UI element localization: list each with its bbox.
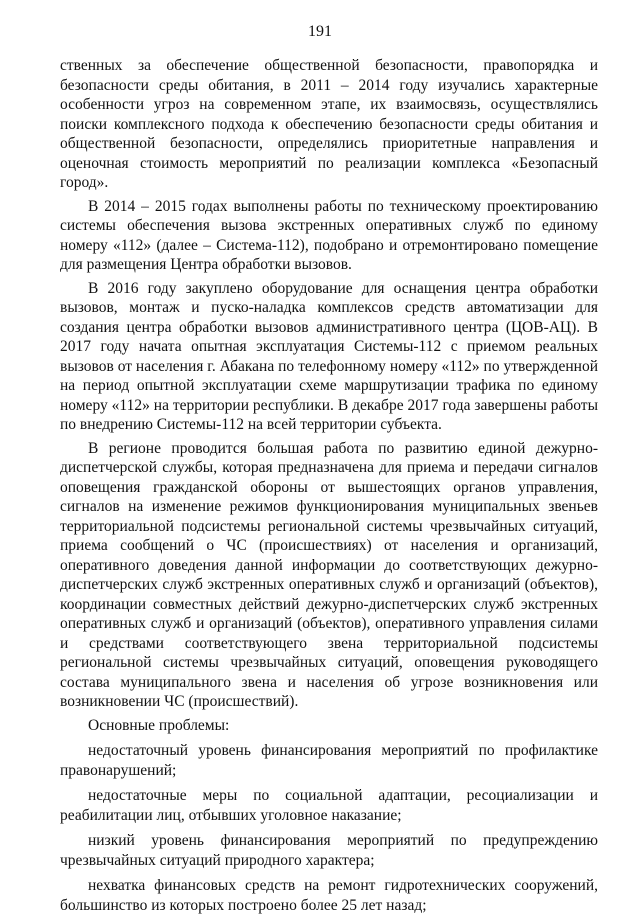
problems-heading: Основные проблемы: [88,716,230,734]
page-number: 191 [308,23,332,40]
paragraph: В 2014 – 2015 годах выполнены работы по техническому проектированию системы обеспечения вызова экстренных оперативных служб по единому номеру «112» (далее – Система-112), подобрано и отремонтировано помещение для размещения Центра обработки вызовов. [60,197,598,273]
document-body [60,56,598,915]
problem-item: нехватка финансовых средств на ремонт гидротехнических сооружений, большинство из которых построено более 25 лет назад; [60,877,598,914]
paragraph: В 2016 году закуплено оборудование для оснащения центра обработки вызовов, монтаж и пуско-наладка комплексов средств автоматизации для создания центра обработки вызовов административного центра (ЦОВ-АЦ). В 2017 году начата опытная эксплуатация Системы-112 с приемом реальных вызовов от населения г. Абакана по телефонному номеру «112» по утвержденной на период опытной эксплуатации схеме маршрутизации трафика по единому номеру «112» на территории республики. В декабре 2017 года завершены работы по внедрению Системы-112 на всей территории субъекта. [60,279,598,433]
problem-item: недостаточный уровень финансирования мероприятий по профилактике правонарушений; [60,742,598,779]
paragraph: ственных за обеспечение общественной безопасности, правопорядка и безопасности среды обитания, в 2011 – 2014 году изучались характерные особенности угроз на современном этапе, их взаимосвязь, осуществлялись поиски комплексного подхода к обеспечению безопасности среды обитания и общественной безопасности, определялись приоритетные направления и оценочная стоимость мероприятий по реализации комплекса «Безопасный город». [60,57,598,191]
paragraph: В регионе проводится большая работа по развитию единой дежурно-диспетчерской службы, которая предназначена для приема и передачи сигналов оповещения гражданской обороны от вышестоящих органов управления, сигналов на изменение режимов функционирования муниципальных звеньев территориальной подсистемы региональной системы чрезвычайных ситуаций, приема сообщений о ЧС (происшествиях) от населения и организаций, оперативного доведения данной информации до соответствующих дежурно-диспетчерских служб экстренных оперативных служб и организаций (объектов), координации совместных действий дежурно-диспетчерских служб экстренных оперативных служб и организаций (объектов), оперативного управления силами и средствами соответствующего звена территориальной подсистемы региональной системы чрезвычайных ситуаций, оповещения руководящего состава муниципального звена и населения об угрозе возникновения или возникновении ЧС (происшествий). [60,439,598,710]
problem-item: недостаточные меры по социальной адаптации, ресоциализации и реабилитации лиц, отбывших уголовное наказание; [60,787,598,824]
problem-item: низкий уровень финансирования мероприятий по предупреждению чрезвычайных ситуаций природного характера; [60,832,598,869]
